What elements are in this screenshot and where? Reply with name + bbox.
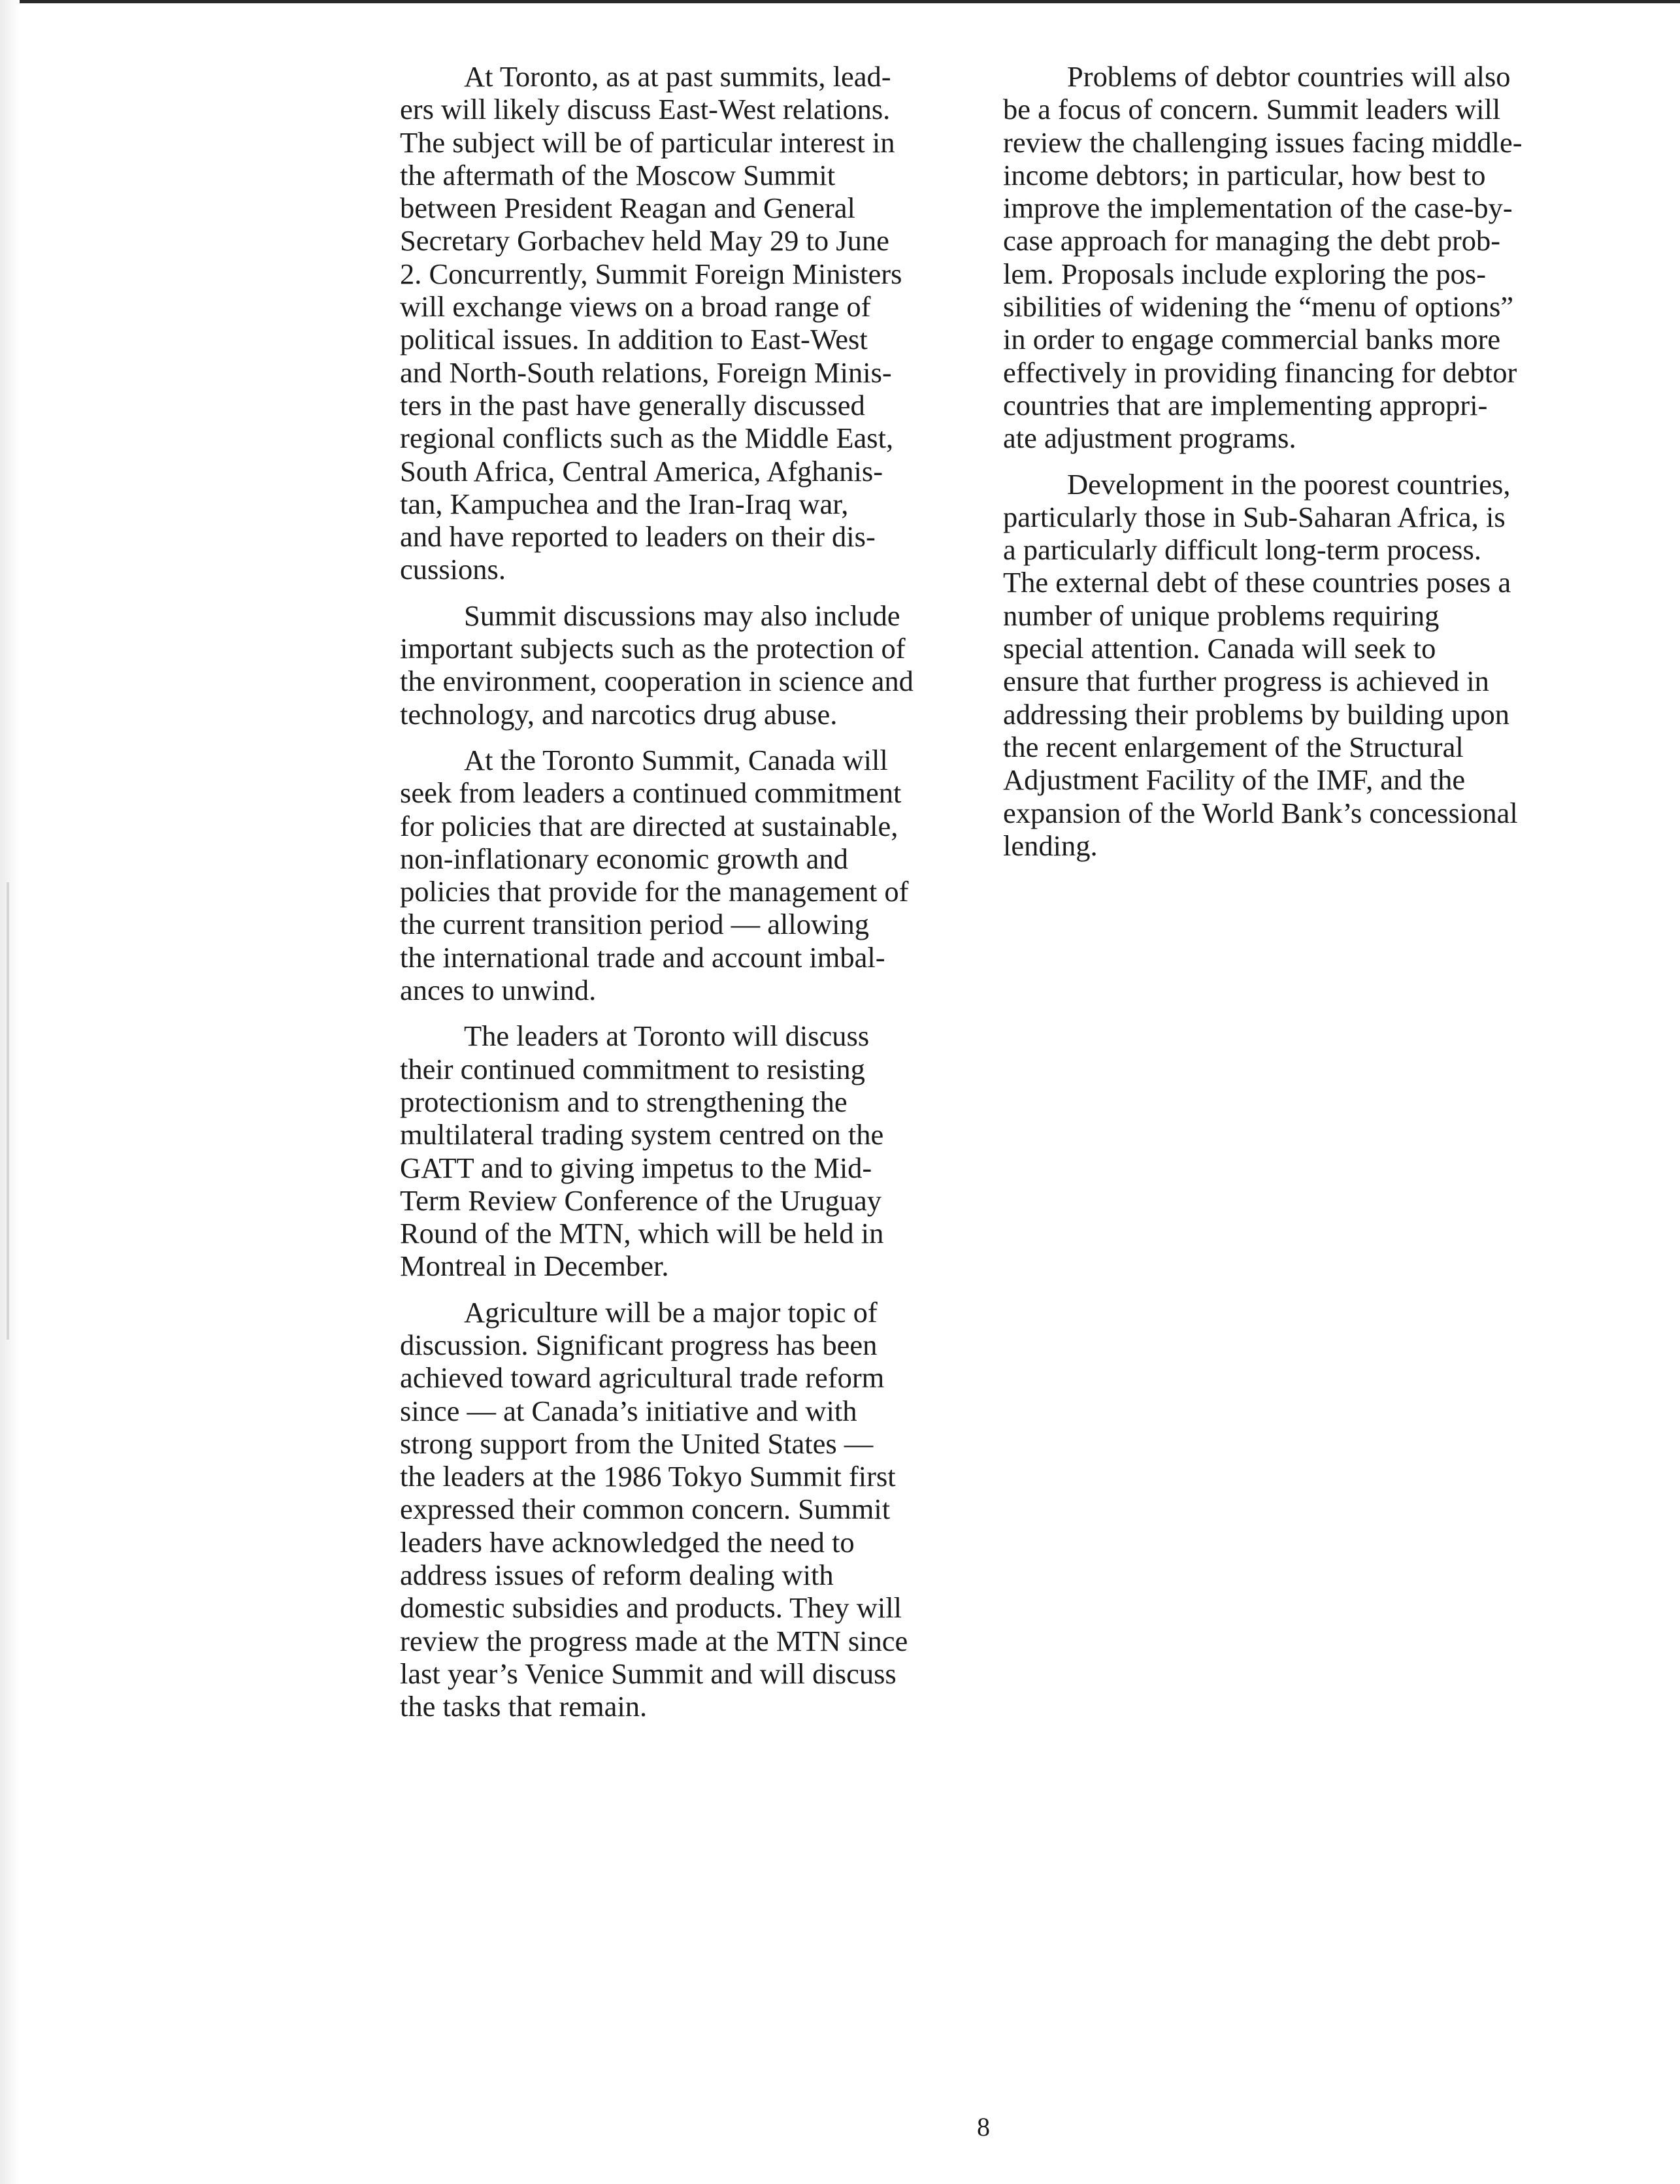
paragraph-economic-growth: At the Toronto Summit, Canada will seek from leaders a continued commitment for policies that are directed at sustainable, non-inflationary economic growth and policies that provide for the management of the current transition period — allowing the international trade and account imbal- ances to unwind. <box>400 743 909 1007</box>
page-number: 8 <box>977 2112 990 2142</box>
paragraph-east-west-relations: At Toronto, as at past summits, lead- ers will likely discuss East-West relations. The subject will be of particular interest in the aftermath of the Moscow Summit between President Reagan and General Secretary Gorbachev held May 29 to June 2. Concurrently, Summit Foreign Ministers will exchange views on a broad range of political issues. In addition to East-West and North-South relations, Foreign Minis- ters in the past have generally discussed regional conflicts such as the Middle East, South Africa, Central America, Afghanis- tan, Kampuchea and the Iran-Iraq war, and have reported to leaders on their dis- cussions. <box>400 60 902 586</box>
paragraph-trade-protectionism: The leaders at Toronto will discuss their continued commitment to resisting protectionism and to strengthening the multilateral trading system centred on the GATT and to giving impetus to the Mid- Term Review Conference of the Uruguay Round of the MTN, which will be held in Montreal in December. <box>400 1019 884 1283</box>
right-text-column <box>1003 60 1578 875</box>
top-border-rule <box>0 0 1680 3</box>
paragraph-summit-discussions: Summit discussions may also include important subjects such as the protection of the environment, cooperation in science and technology, and narcotics drug abuse. <box>400 599 914 731</box>
paragraph-poorest-countries: Development in the poorest countries, particularly those in Sub-Saharan Africa, is a particularly difficult long-term process. The external debt of these countries poses a number of unique problems requiring special attention. Canada will seek to ensure that further progress is achieved in addressing their problems by building upon the recent enlargement of the Structural Adjustment Facility of the IMF, and the expansion of the World Bank’s concessional lending. <box>1003 467 1518 862</box>
paragraph-debtor-countries: Problems of debtor countries will also be a focus of concern. Summit leaders will review the challenging issues facing middle- income debtors; in particular, how best to improve the implementation of the case-by- case approach for managing the debt prob- lem. Proposals include exploring the pos- sibilities of widening the “menu of options” in order to engage commercial banks more effectively in providing financing for debtor countries that are implementing appropri- ate adjustment programs. <box>1003 60 1523 455</box>
paragraph-agriculture: Agriculture will be a major topic of discussion. Significant progress has been achieved toward agricultural trade reform since — at Canada’s initiative and with strong support from the United States — the leaders at the 1986 Tokyo Summit first expressed their common concern. Summit leaders have acknowledged the need to address issues of reform dealing with domestic subsidies and products. They will review the progress made at the MTN since last year’s Venice Summit and will discuss the tasks that remain. <box>400 1295 908 1723</box>
left-text-column <box>400 60 975 1736</box>
scan-edge-shadow <box>0 0 20 2184</box>
binding-mark <box>7 882 9 1340</box>
